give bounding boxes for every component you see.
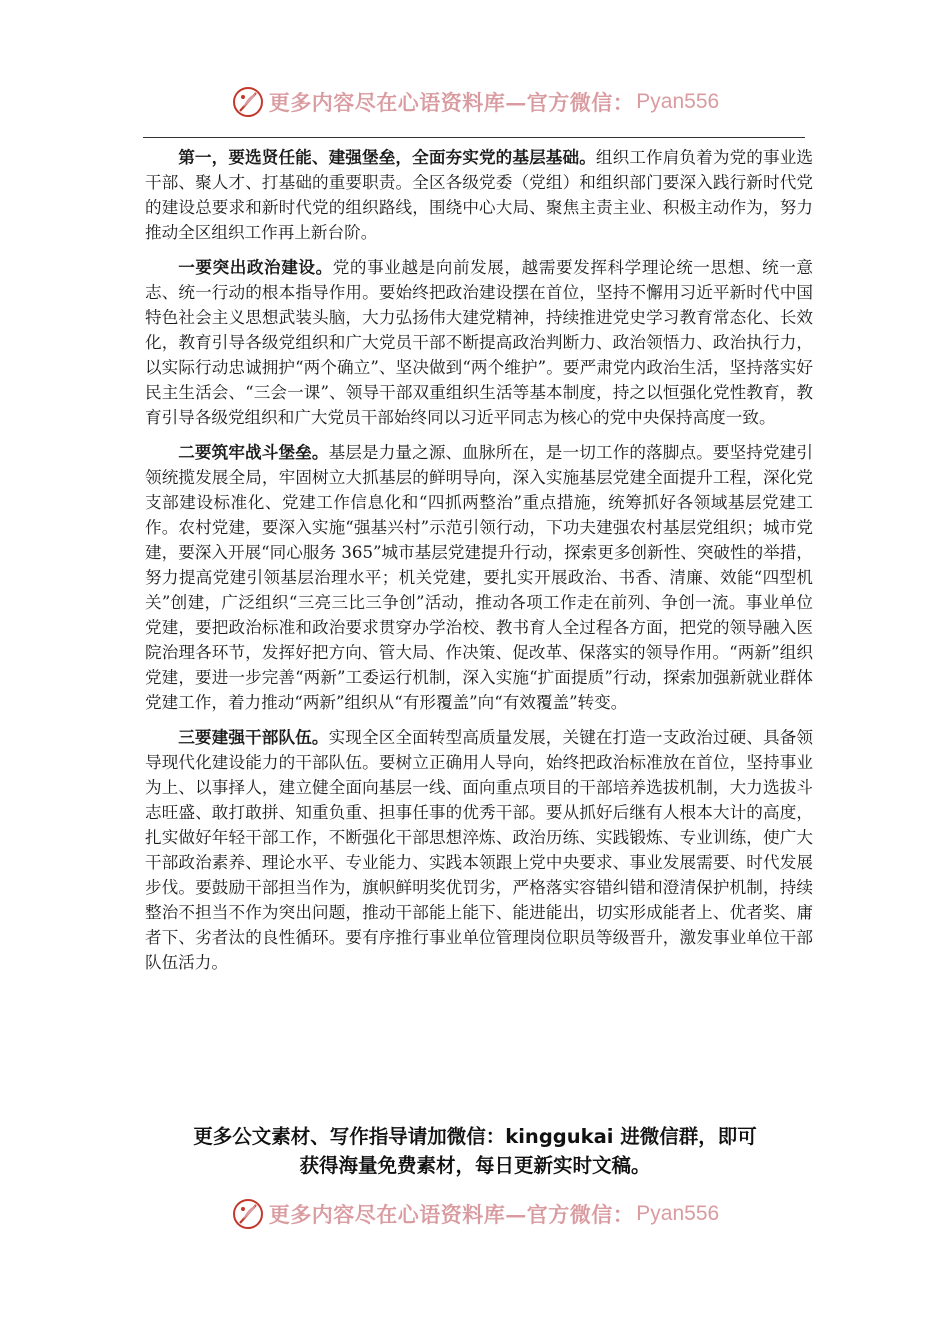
paragraph-4 xyxy=(145,725,813,975)
paragraph-3-body: 基层是力量之源、血脉所在，是一切工作的落脚点。要坚持党建引领统揽发展全局，牢固树立大抓基层的鲜明导向，深入实施基层党建全面提升工程，深化党支部建设标准化、党建工作信息化和“四抓两整治”重点措施，统筹抓好各领域基层党建工作。农村党建，要深入实施“强基兴村”示范引领行动，下功夫建强农村基层党组织；城市党建，要深入开展“同心服务 365”城市基层党建提升行动，探索更多创新性、突破性的举措，努力提高党建引领基层治理水平；机关党建，要扎实开展政治、书香、清廉、效能“四型机关”创建，广泛组织“三亮三比三争创”活动，推动各项工作走在前列、争创一流。事业单位党建，要把政治标准和政治要求贯穿办学治校、教书育人全过程各方面，把党的领导融入医院治理各环节，发挥好把方向、管大局、作决策、促改革、保落实的领导作用。“两新”组织党建，要进一步完善“两新”工委运行机制，深入实施“扩面提质”行动，探索加强新就业群体党建工作，着力推动“两新”组织从“有形覆盖”向“有效覆盖”转变。 xyxy=(145,443,814,712)
watermark-wechat-id: Pyan556 xyxy=(636,1202,720,1225)
article-body xyxy=(145,145,813,985)
promo-line-2: 获得海量免费素材，每日更新实时文稿。 xyxy=(299,1154,651,1177)
watermark-text: 更多内容尽在心语资料库—官方微信： xyxy=(268,1202,635,1227)
paragraph-1 xyxy=(145,145,813,245)
promo-line-1: 更多公文素材、写作指导请加微信：kinggukai 进微信群，即可 xyxy=(193,1125,757,1148)
footer-watermark xyxy=(0,1194,950,1234)
paragraph-3-lead: 二要筑牢战斗堡垒。 xyxy=(178,443,329,462)
paragraph-2 xyxy=(145,255,813,430)
paragraph-1-body: 组织工作肩负着为党的事业选干部、聚人才、打基础的重要职责。全区各级党委（党组）和组织部门要深入践行新时代党的建设总要求和新时代党的组织路线，围绕中心大局、聚焦主责主业、积极主动作为，努力推动全区组织工作再上新台阶。 xyxy=(145,148,814,242)
header-watermark xyxy=(0,82,950,122)
paragraph-2-body: 党的事业越是向前发展，越需要发挥科学理论统一思想、统一意志、统一行动的根本指导作用。要始终把政治建设摆在首位，坚持不懈用习近平新时代中国特色社会主义思想武装头脑，大力弘扬伟大建党精神，持续推进党史学习教育常态化、长效化，教育引导各级党组织和广大党员干部不断提高政治判断力、政治领悟力、政治执行力，以实际行动忠诚拥护“两个确立”、坚决做到“两个维护”。要严肃党内政治生活，坚持落实好民主生活会、“三会一课”、领导干部双重组织生活等基本制度，持之以恒强化党性教育，教育引导各级党组织和广大党员干部始终同以习近平同志为核心的党中央保持高度一致。 xyxy=(145,258,814,427)
quill-logo-icon xyxy=(231,1197,265,1231)
paragraph-3 xyxy=(145,440,813,715)
quill-logo-icon xyxy=(231,85,265,119)
watermark-text: 更多内容尽在心语资料库—官方微信： xyxy=(268,90,635,115)
paragraph-4-body: 实现全区全面转型高质量发展，关键在打造一支政治过硬、具备领导现代化建设能力的干部队伍。要树立正确用人导向，始终把政治标准放在首位，坚持事业为上、以事择人，建立健全面向基层一线、面向重点项目的干部培养选拔机制，大力选拔斗志旺盛、敢打敢拼、知重负重、担事任事的优秀干部。要从抓好后继有人根本大计的高度，扎实做好年轻干部工作，不断强化干部思想淬炼、政治历练、实践锻炼、专业训练，使广大干部政治素养、理论水平、专业能力、实践本领跟上党中央要求、事业发展需要、时代发展步伐。要鼓励干部担当作为，旗帜鲜明奖优罚劣，严格落实容错纠错和澄清保护机制，持续整治不担当不作为突出问题，推动干部能上能下、能进能出，切实形成能者上、优者奖、庸者下、劣者汰的良性循环。要有序推行事业单位管理岗位职员等级晋升，激发事业单位干部队伍活力。 xyxy=(145,728,814,972)
paragraph-1-lead: 第一，要选贤任能、建强堡垒，全面夯实党的基层基础。 xyxy=(178,148,596,167)
paragraph-2-lead: 一要突出政治建设。 xyxy=(178,258,333,277)
promo-notice xyxy=(120,1122,830,1180)
paragraph-4-lead: 三要建强干部队伍。 xyxy=(178,728,329,747)
watermark-wechat-id: Pyan556 xyxy=(636,90,720,113)
header-divider xyxy=(143,137,805,138)
